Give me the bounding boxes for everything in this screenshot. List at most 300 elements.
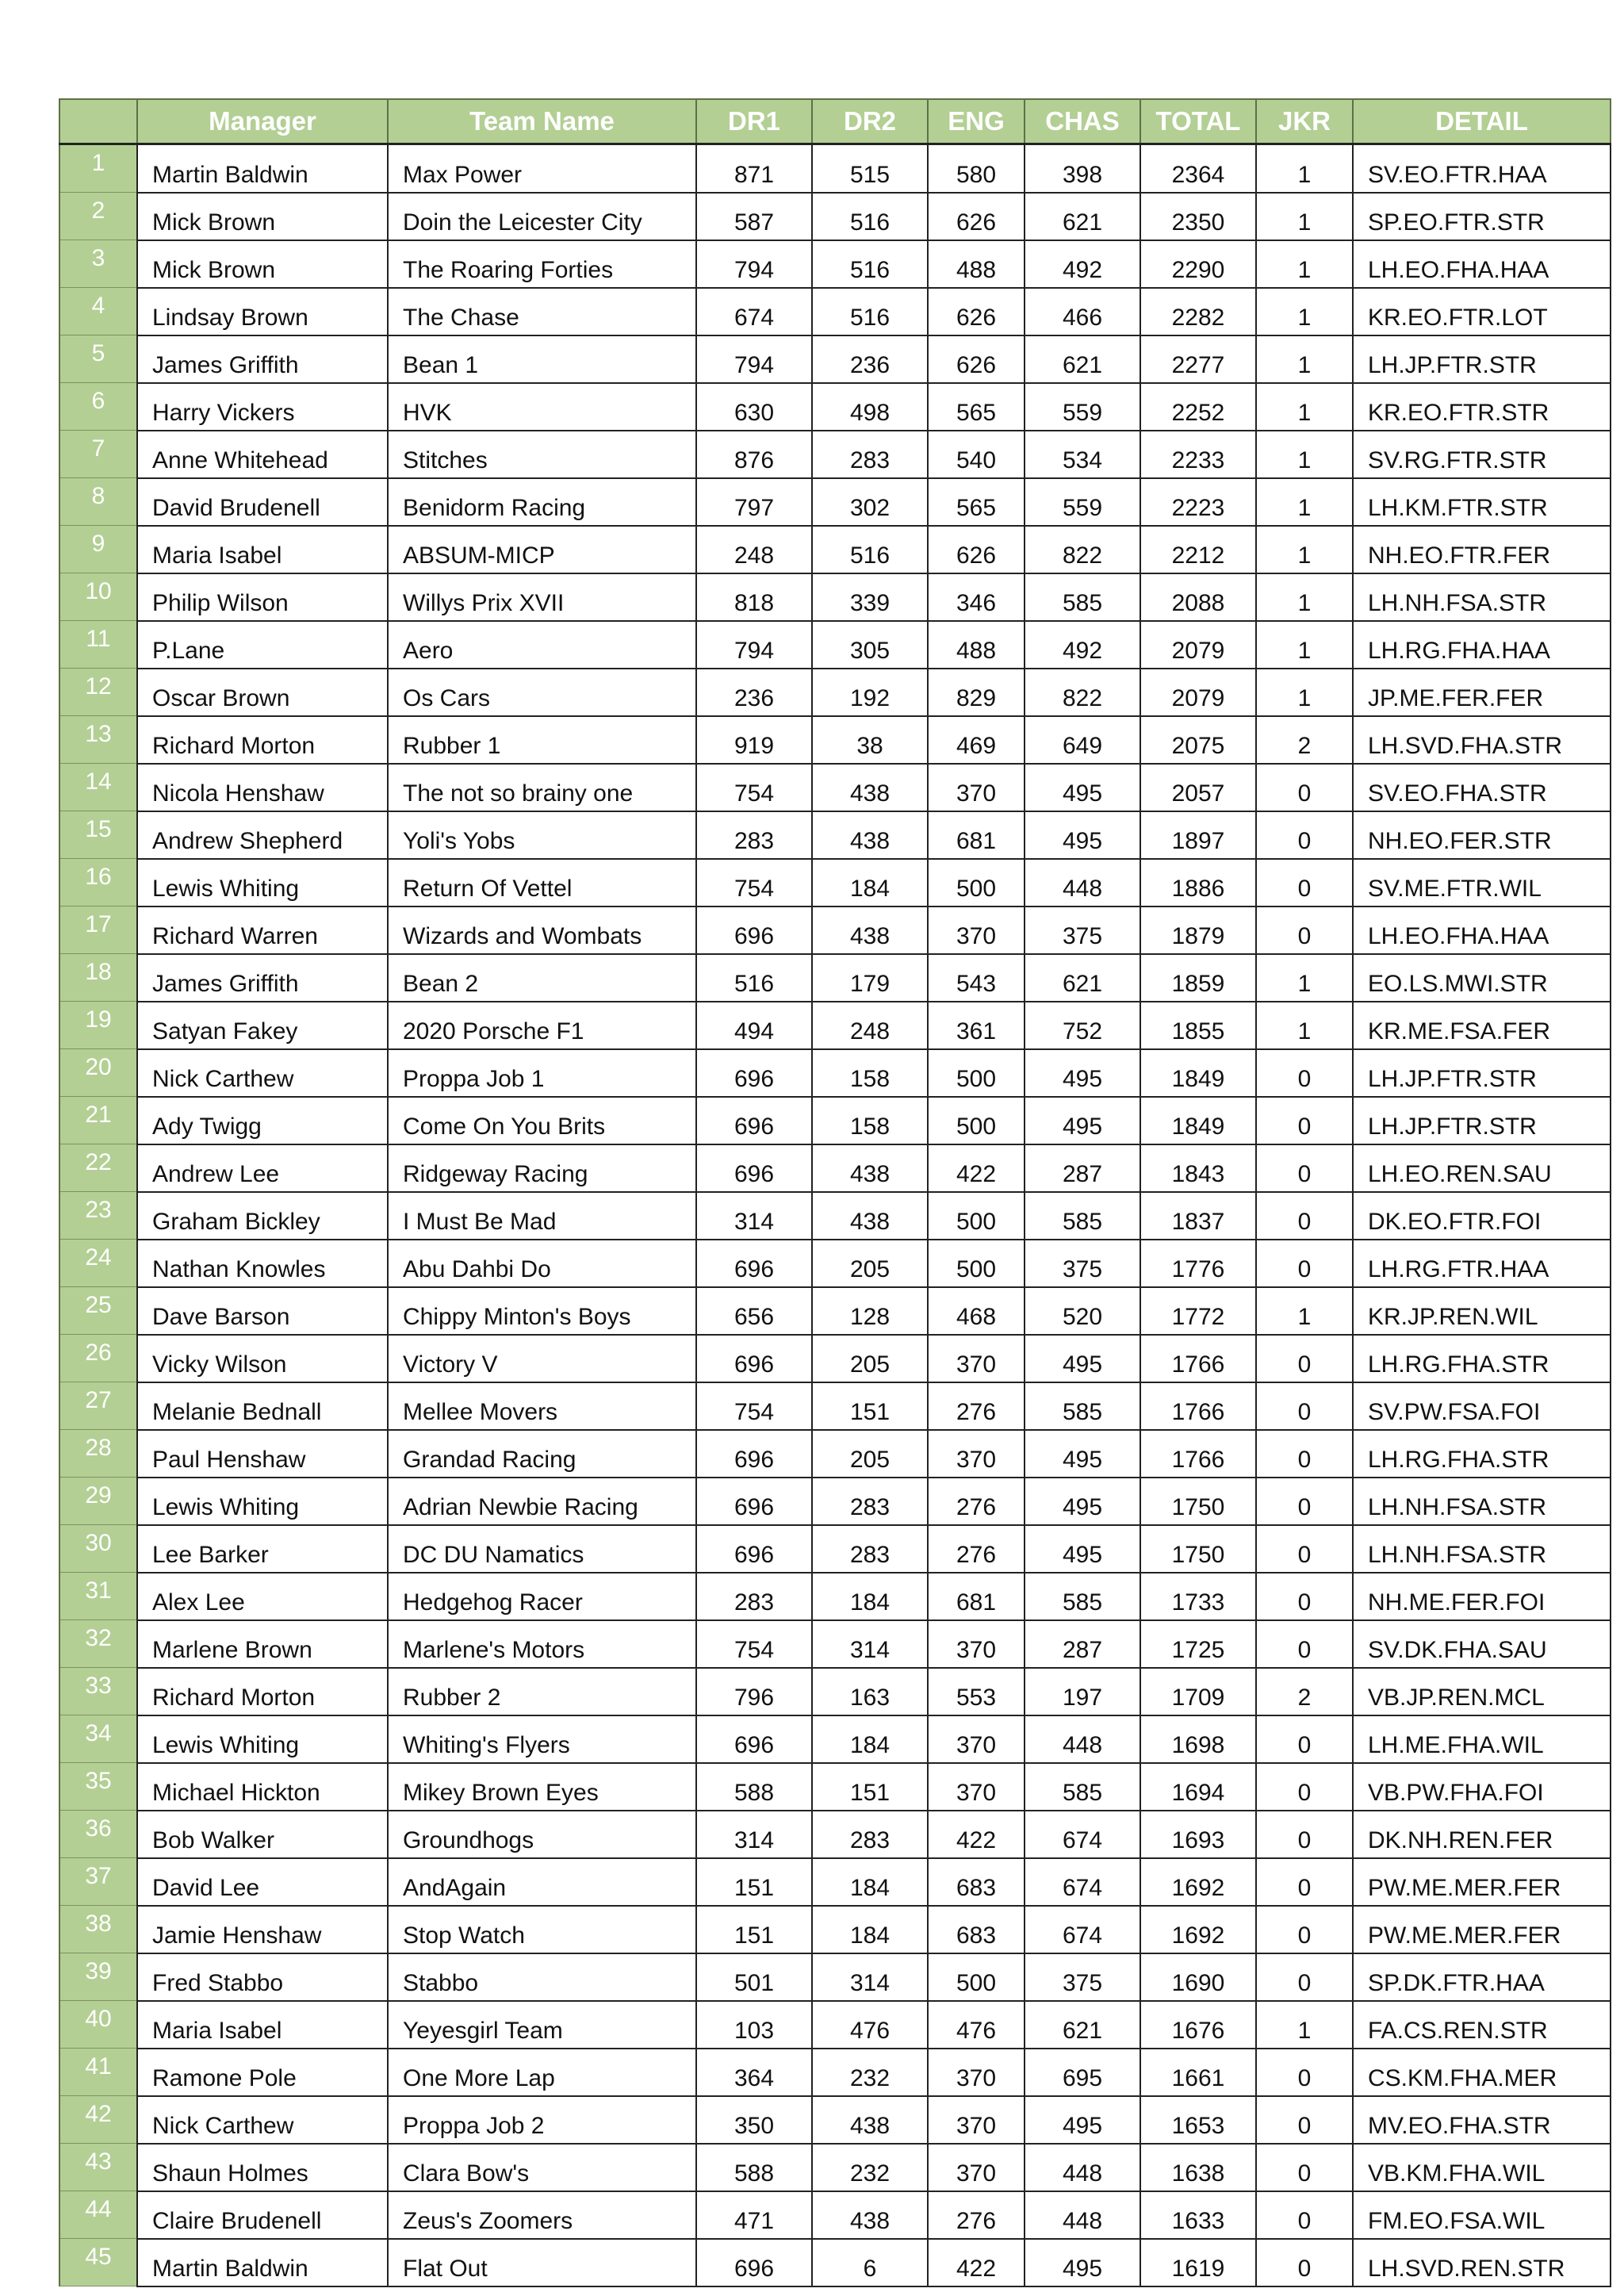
- manager-cell: Maria Isabel: [137, 526, 388, 573]
- detail-cell: NH.ME.FER.FOI: [1353, 1573, 1611, 1620]
- eng-cell: 681: [928, 811, 1025, 859]
- position-header: [59, 99, 137, 144]
- dr2-cell: 302: [812, 478, 928, 526]
- table-row: [59, 193, 1611, 240]
- position-cell: 32: [59, 1620, 137, 1668]
- table-row: [59, 2096, 1611, 2144]
- team-name-cell: HVK: [388, 383, 696, 431]
- detail-cell: LH.ME.FHA.WIL: [1353, 1715, 1611, 1763]
- jkr-cell: 1: [1256, 1002, 1353, 1049]
- chas-cell: 495: [1025, 1478, 1140, 1525]
- eng-cell: 500: [928, 1049, 1025, 1097]
- total-cell: 2290: [1140, 240, 1256, 288]
- chas-cell: 621: [1025, 335, 1140, 383]
- chas-cell: 674: [1025, 1906, 1140, 1953]
- dr2-cell: 438: [812, 2191, 928, 2239]
- dr2-cell: 438: [812, 1144, 928, 1192]
- manager-cell: Lee Barker: [137, 1525, 388, 1573]
- table-row: [59, 2001, 1611, 2049]
- total-cell: 2233: [1140, 431, 1256, 478]
- jkr-cell: 1: [1256, 2001, 1353, 2049]
- dr2-cell: 476: [812, 2001, 928, 2049]
- detail-cell: DK.NH.REN.FER: [1353, 1811, 1611, 1858]
- position-cell: 8: [59, 478, 137, 526]
- dr2-cell: 314: [812, 1953, 928, 2001]
- dr1-cell: 696: [696, 907, 812, 954]
- eng-cell: 361: [928, 1002, 1025, 1049]
- total-cell: 1725: [1140, 1620, 1256, 1668]
- chas-cell: 822: [1025, 526, 1140, 573]
- position-cell: 22: [59, 1144, 137, 1192]
- table-row: [59, 2239, 1611, 2286]
- table-row: [59, 716, 1611, 764]
- chas-cell: 559: [1025, 478, 1140, 526]
- position-cell: 42: [59, 2096, 137, 2144]
- dr1-cell: 696: [696, 1525, 812, 1573]
- total-cell: 2350: [1140, 193, 1256, 240]
- team-name-cell: Stop Watch: [388, 1906, 696, 1953]
- dr2-cell: 232: [812, 2049, 928, 2096]
- position-cell: 11: [59, 621, 137, 669]
- team-name-cell: The Chase: [388, 288, 696, 335]
- dr2-cell: 38: [812, 716, 928, 764]
- position-cell: 9: [59, 526, 137, 573]
- manager-cell: Ady Twigg: [137, 1097, 388, 1144]
- chas-cell: 495: [1025, 2096, 1140, 2144]
- team-name-header: Team Name: [388, 99, 696, 144]
- table-row: [59, 2191, 1611, 2239]
- total-header: TOTAL: [1140, 99, 1256, 144]
- jkr-cell: 0: [1256, 1953, 1353, 2001]
- detail-cell: KR.ME.FSA.FER: [1353, 1002, 1611, 1049]
- eng-cell: 500: [928, 1240, 1025, 1287]
- detail-cell: LH.EO.FHA.HAA: [1353, 907, 1611, 954]
- detail-header: DETAIL: [1353, 99, 1611, 144]
- chas-header: CHAS: [1025, 99, 1140, 144]
- dr1-cell: 516: [696, 954, 812, 1002]
- detail-cell: LH.RG.FHA.STR: [1353, 1430, 1611, 1478]
- manager-cell: Jamie Henshaw: [137, 1906, 388, 1953]
- chas-cell: 520: [1025, 1287, 1140, 1335]
- chas-cell: 695: [1025, 2049, 1140, 2096]
- eng-cell: 565: [928, 478, 1025, 526]
- jkr-cell: 0: [1256, 859, 1353, 907]
- jkr-cell: 0: [1256, 2191, 1353, 2239]
- team-name-cell: 2020 Porsche F1: [388, 1002, 696, 1049]
- detail-cell: LH.EO.REN.SAU: [1353, 1144, 1611, 1192]
- manager-cell: Lewis Whiting: [137, 1715, 388, 1763]
- team-name-cell: Come On You Brits: [388, 1097, 696, 1144]
- chas-cell: 585: [1025, 1573, 1140, 1620]
- total-cell: 2088: [1140, 573, 1256, 621]
- table-row: [59, 288, 1611, 335]
- eng-cell: 422: [928, 2239, 1025, 2286]
- eng-cell: 370: [928, 2096, 1025, 2144]
- dr1-cell: 796: [696, 1668, 812, 1715]
- detail-cell: LH.SVD.FHA.STR: [1353, 716, 1611, 764]
- dr2-cell: 438: [812, 1192, 928, 1240]
- dr2-cell: 184: [812, 1906, 928, 1953]
- detail-cell: LH.JP.FTR.STR: [1353, 335, 1611, 383]
- dr2-cell: 205: [812, 1430, 928, 1478]
- position-cell: 14: [59, 764, 137, 811]
- chas-cell: 752: [1025, 1002, 1140, 1049]
- dr1-cell: 696: [696, 1144, 812, 1192]
- table-row: [59, 383, 1611, 431]
- total-cell: 2223: [1140, 478, 1256, 526]
- chas-cell: 621: [1025, 193, 1140, 240]
- team-name-cell: I Must Be Mad: [388, 1192, 696, 1240]
- detail-cell: SV.EO.FHA.STR: [1353, 764, 1611, 811]
- eng-header: ENG: [928, 99, 1025, 144]
- eng-cell: 500: [928, 859, 1025, 907]
- manager-header: Manager: [137, 99, 388, 144]
- position-cell: 19: [59, 1002, 137, 1049]
- team-name-cell: Mellee Movers: [388, 1382, 696, 1430]
- chas-cell: 621: [1025, 2001, 1140, 2049]
- chas-cell: 466: [1025, 288, 1140, 335]
- manager-cell: Vicky Wilson: [137, 1335, 388, 1382]
- jkr-cell: 0: [1256, 1715, 1353, 1763]
- jkr-cell: 0: [1256, 1430, 1353, 1478]
- dr2-cell: 158: [812, 1097, 928, 1144]
- detail-cell: KR.EO.FTR.LOT: [1353, 288, 1611, 335]
- jkr-cell: 0: [1256, 1858, 1353, 1906]
- table-row: [59, 1192, 1611, 1240]
- eng-cell: 829: [928, 669, 1025, 716]
- dr1-cell: 283: [696, 811, 812, 859]
- total-cell: 1619: [1140, 2239, 1256, 2286]
- total-cell: 2075: [1140, 716, 1256, 764]
- dr1-cell: 696: [696, 1335, 812, 1382]
- manager-cell: Bob Walker: [137, 1811, 388, 1858]
- eng-cell: 500: [928, 1192, 1025, 1240]
- eng-cell: 500: [928, 1097, 1025, 1144]
- jkr-cell: 1: [1256, 383, 1353, 431]
- detail-cell: LH.RG.FHA.HAA: [1353, 621, 1611, 669]
- dr1-cell: 588: [696, 2144, 812, 2191]
- team-name-cell: Grandad Racing: [388, 1430, 696, 1478]
- dr1-cell: 876: [696, 431, 812, 478]
- team-name-cell: Doin the Leicester City: [388, 193, 696, 240]
- eng-cell: 626: [928, 193, 1025, 240]
- team-name-cell: Yoli's Yobs: [388, 811, 696, 859]
- table-row: [59, 907, 1611, 954]
- dr1-cell: 794: [696, 335, 812, 383]
- position-cell: 31: [59, 1573, 137, 1620]
- eng-cell: 500: [928, 1953, 1025, 2001]
- detail-cell: FA.CS.REN.STR: [1353, 2001, 1611, 2049]
- table-row: [59, 1573, 1611, 1620]
- dr2-cell: 438: [812, 2096, 928, 2144]
- dr2-cell: 516: [812, 526, 928, 573]
- position-cell: 10: [59, 573, 137, 621]
- jkr-cell: 0: [1256, 1763, 1353, 1811]
- total-cell: 1849: [1140, 1049, 1256, 1097]
- total-cell: 2252: [1140, 383, 1256, 431]
- total-cell: 1690: [1140, 1953, 1256, 2001]
- dr1-cell: 696: [696, 1049, 812, 1097]
- team-name-cell: Stitches: [388, 431, 696, 478]
- dr1-cell: 754: [696, 1620, 812, 1668]
- table-row: [59, 1430, 1611, 1478]
- position-cell: 1: [59, 144, 137, 193]
- detail-cell: LH.NH.FSA.STR: [1353, 1478, 1611, 1525]
- eng-cell: 370: [928, 1620, 1025, 1668]
- manager-cell: Nathan Knowles: [137, 1240, 388, 1287]
- manager-cell: Nick Carthew: [137, 1049, 388, 1097]
- chas-cell: 448: [1025, 2191, 1140, 2239]
- chas-cell: 495: [1025, 2239, 1140, 2286]
- team-name-cell: Rubber 1: [388, 716, 696, 764]
- total-cell: 1849: [1140, 1097, 1256, 1144]
- jkr-cell: 1: [1256, 240, 1353, 288]
- dr1-cell: 103: [696, 2001, 812, 2049]
- manager-cell: Mick Brown: [137, 193, 388, 240]
- team-name-cell: Bean 1: [388, 335, 696, 383]
- total-cell: 1776: [1140, 1240, 1256, 1287]
- table-row: [59, 1620, 1611, 1668]
- manager-cell: Andrew Shepherd: [137, 811, 388, 859]
- dr2-cell: 438: [812, 811, 928, 859]
- jkr-cell: 2: [1256, 716, 1353, 764]
- team-name-cell: Zeus's Zoomers: [388, 2191, 696, 2239]
- detail-cell: SV.PW.FSA.FOI: [1353, 1382, 1611, 1430]
- table-row: [59, 1668, 1611, 1715]
- jkr-cell: 1: [1256, 478, 1353, 526]
- dr2-cell: 516: [812, 240, 928, 288]
- manager-cell: Oscar Brown: [137, 669, 388, 716]
- jkr-cell: 0: [1256, 1573, 1353, 1620]
- team-name-cell: DC DU Namatics: [388, 1525, 696, 1573]
- team-name-cell: Willys Prix XVII: [388, 573, 696, 621]
- eng-cell: 683: [928, 1858, 1025, 1906]
- jkr-cell: 0: [1256, 1049, 1353, 1097]
- manager-cell: David Brudenell: [137, 478, 388, 526]
- dr2-cell: 314: [812, 1620, 928, 1668]
- dr2-cell: 192: [812, 669, 928, 716]
- dr1-cell: 696: [696, 1478, 812, 1525]
- position-cell: 18: [59, 954, 137, 1002]
- manager-cell: Marlene Brown: [137, 1620, 388, 1668]
- jkr-cell: 0: [1256, 1620, 1353, 1668]
- chas-cell: 492: [1025, 621, 1140, 669]
- eng-cell: 553: [928, 1668, 1025, 1715]
- dr2-cell: 248: [812, 1002, 928, 1049]
- manager-cell: Nicola Henshaw: [137, 764, 388, 811]
- team-name-cell: Adrian Newbie Racing: [388, 1478, 696, 1525]
- table-row: [59, 1240, 1611, 1287]
- detail-cell: SV.DK.FHA.SAU: [1353, 1620, 1611, 1668]
- chas-cell: 287: [1025, 1620, 1140, 1668]
- table-row: [59, 621, 1611, 669]
- chas-cell: 495: [1025, 1430, 1140, 1478]
- total-cell: 1661: [1140, 2049, 1256, 2096]
- jkr-cell: 1: [1256, 621, 1353, 669]
- dr1-cell: 350: [696, 2096, 812, 2144]
- eng-cell: 276: [928, 1478, 1025, 1525]
- detail-cell: SV.RG.FTR.STR: [1353, 431, 1611, 478]
- dr1-cell: 797: [696, 478, 812, 526]
- manager-cell: Melanie Bednall: [137, 1382, 388, 1430]
- total-cell: 1855: [1140, 1002, 1256, 1049]
- total-cell: 1633: [1140, 2191, 1256, 2239]
- team-name-cell: Proppa Job 1: [388, 1049, 696, 1097]
- manager-cell: P.Lane: [137, 621, 388, 669]
- eng-cell: 626: [928, 288, 1025, 335]
- detail-cell: VB.PW.FHA.FOI: [1353, 1763, 1611, 1811]
- eng-cell: 543: [928, 954, 1025, 1002]
- team-name-cell: Aero: [388, 621, 696, 669]
- chas-cell: 448: [1025, 859, 1140, 907]
- table-row: [59, 2049, 1611, 2096]
- manager-cell: Richard Warren: [137, 907, 388, 954]
- jkr-cell: 0: [1256, 764, 1353, 811]
- team-name-cell: Hedgehog Racer: [388, 1573, 696, 1620]
- dr2-cell: 283: [812, 431, 928, 478]
- table-row: [59, 1715, 1611, 1763]
- position-cell: 29: [59, 1478, 137, 1525]
- detail-cell: LH.JP.FTR.STR: [1353, 1097, 1611, 1144]
- manager-cell: Martin Baldwin: [137, 2239, 388, 2286]
- position-cell: 4: [59, 288, 137, 335]
- position-cell: 36: [59, 1811, 137, 1858]
- dr1-cell: 818: [696, 573, 812, 621]
- chas-cell: 448: [1025, 1715, 1140, 1763]
- dr1-cell: 754: [696, 859, 812, 907]
- dr2-cell: 184: [812, 859, 928, 907]
- team-name-cell: Proppa Job 2: [388, 2096, 696, 2144]
- jkr-cell: 0: [1256, 1097, 1353, 1144]
- table-row: [59, 1953, 1611, 2001]
- team-name-cell: Clara Bow's: [388, 2144, 696, 2191]
- total-cell: 1886: [1140, 859, 1256, 907]
- detail-cell: PW.ME.MER.FER: [1353, 1906, 1611, 1953]
- total-cell: 1859: [1140, 954, 1256, 1002]
- jkr-cell: 0: [1256, 1144, 1353, 1192]
- total-cell: 1698: [1140, 1715, 1256, 1763]
- team-name-cell: The Roaring Forties: [388, 240, 696, 288]
- position-cell: 15: [59, 811, 137, 859]
- team-name-cell: Yeyesgirl Team: [388, 2001, 696, 2049]
- dr1-cell: 471: [696, 2191, 812, 2239]
- total-cell: 1837: [1140, 1192, 1256, 1240]
- detail-cell: JP.ME.FER.FER: [1353, 669, 1611, 716]
- dr1-cell: 696: [696, 2239, 812, 2286]
- total-cell: 1653: [1140, 2096, 1256, 2144]
- dr2-cell: 515: [812, 144, 928, 193]
- eng-cell: 488: [928, 621, 1025, 669]
- chas-cell: 495: [1025, 1525, 1140, 1573]
- team-name-cell: Wizards and Wombats: [388, 907, 696, 954]
- chas-cell: 495: [1025, 1097, 1140, 1144]
- chas-cell: 495: [1025, 764, 1140, 811]
- detail-cell: LH.SVD.REN.STR: [1353, 2239, 1611, 2286]
- detail-cell: CS.KM.FHA.MER: [1353, 2049, 1611, 2096]
- table-row: [59, 526, 1611, 573]
- table-row: [59, 1858, 1611, 1906]
- dr1-cell: 588: [696, 1763, 812, 1811]
- team-name-cell: Chippy Minton's Boys: [388, 1287, 696, 1335]
- manager-cell: Claire Brudenell: [137, 2191, 388, 2239]
- eng-cell: 346: [928, 573, 1025, 621]
- dr2-cell: 205: [812, 1335, 928, 1382]
- table-row: [59, 1049, 1611, 1097]
- dr2-cell: 283: [812, 1811, 928, 1858]
- dr1-cell: 151: [696, 1906, 812, 1953]
- total-cell: 1676: [1140, 2001, 1256, 2049]
- chas-cell: 448: [1025, 2144, 1140, 2191]
- chas-cell: 621: [1025, 954, 1140, 1002]
- dr2-cell: 151: [812, 1763, 928, 1811]
- total-cell: 1709: [1140, 1668, 1256, 1715]
- jkr-cell: 1: [1256, 573, 1353, 621]
- team-name-cell: The not so brainy one: [388, 764, 696, 811]
- jkr-cell: 1: [1256, 335, 1353, 383]
- manager-cell: Lewis Whiting: [137, 859, 388, 907]
- dr2-header: DR2: [812, 99, 928, 144]
- manager-cell: James Griffith: [137, 954, 388, 1002]
- team-name-cell: Groundhogs: [388, 1811, 696, 1858]
- position-cell: 23: [59, 1192, 137, 1240]
- eng-cell: 276: [928, 1525, 1025, 1573]
- jkr-cell: 0: [1256, 2144, 1353, 2191]
- jkr-cell: 1: [1256, 669, 1353, 716]
- manager-cell: Martin Baldwin: [137, 144, 388, 193]
- jkr-cell: 0: [1256, 2239, 1353, 2286]
- dr1-cell: 754: [696, 1382, 812, 1430]
- manager-cell: James Griffith: [137, 335, 388, 383]
- dr1-header: DR1: [696, 99, 812, 144]
- jkr-cell: 0: [1256, 907, 1353, 954]
- table-row: [59, 335, 1611, 383]
- position-cell: 35: [59, 1763, 137, 1811]
- chas-cell: 375: [1025, 1953, 1140, 2001]
- chas-cell: 585: [1025, 1763, 1140, 1811]
- dr1-cell: 696: [696, 1240, 812, 1287]
- manager-cell: Anne Whitehead: [137, 431, 388, 478]
- table-row: [59, 1906, 1611, 1953]
- eng-cell: 276: [928, 1382, 1025, 1430]
- eng-cell: 370: [928, 1715, 1025, 1763]
- team-name-cell: Marlene's Motors: [388, 1620, 696, 1668]
- team-name-cell: Whiting's Flyers: [388, 1715, 696, 1763]
- dr1-cell: 151: [696, 1858, 812, 1906]
- position-cell: 20: [59, 1049, 137, 1097]
- table-row: [59, 669, 1611, 716]
- manager-cell: Philip Wilson: [137, 573, 388, 621]
- eng-cell: 370: [928, 2144, 1025, 2191]
- detail-cell: SV.ME.FTR.WIL: [1353, 859, 1611, 907]
- detail-cell: SP.EO.FTR.STR: [1353, 193, 1611, 240]
- eng-cell: 422: [928, 1811, 1025, 1858]
- dr2-cell: 339: [812, 573, 928, 621]
- table-body: [59, 144, 1611, 2286]
- total-cell: 2364: [1140, 144, 1256, 193]
- dr1-cell: 587: [696, 193, 812, 240]
- chas-cell: 375: [1025, 1240, 1140, 1287]
- chas-cell: 287: [1025, 1144, 1140, 1192]
- dr2-cell: 205: [812, 1240, 928, 1287]
- eng-cell: 469: [928, 716, 1025, 764]
- dr1-cell: 696: [696, 1097, 812, 1144]
- dr1-cell: 248: [696, 526, 812, 573]
- chas-cell: 559: [1025, 383, 1140, 431]
- detail-cell: LH.RG.FTR.HAA: [1353, 1240, 1611, 1287]
- position-cell: 24: [59, 1240, 137, 1287]
- detail-cell: VB.KM.FHA.WIL: [1353, 2144, 1611, 2191]
- manager-cell: Graham Bickley: [137, 1192, 388, 1240]
